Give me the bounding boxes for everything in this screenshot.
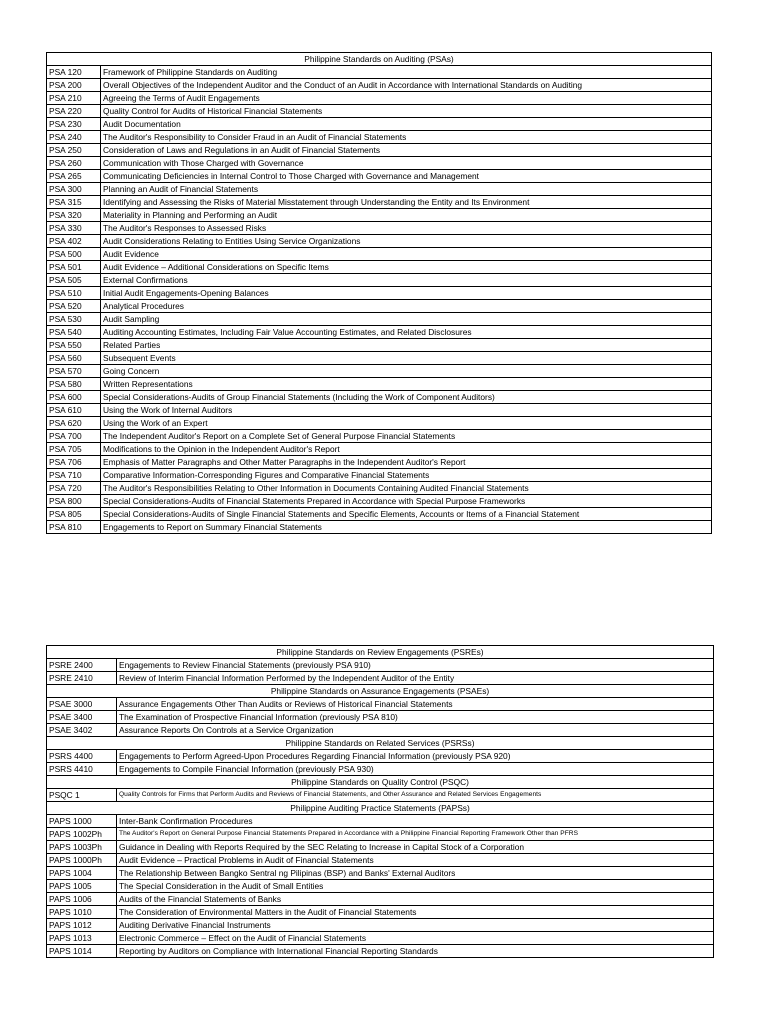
- standard-title: External Confirmations: [101, 274, 712, 287]
- standard-title: The Special Consideration in the Audit of Small Entities: [117, 880, 714, 893]
- standard-code: PSA 580: [47, 378, 101, 391]
- standard-title: Communicating Deficiencies in Internal Control to Those Charged with Governance and Management: [101, 170, 712, 183]
- standard-code: PSA 510: [47, 287, 101, 300]
- standard-title: The Examination of Prospective Financial Information (previously PSA 810): [117, 711, 714, 724]
- table-row: [47, 235, 712, 248]
- standard-title: Comparative Information-Corresponding Figures and Comparative Financial Statements: [101, 469, 712, 482]
- table-row: [47, 893, 714, 906]
- standard-code: PSA 805: [47, 508, 101, 521]
- standard-title: Special Considerations-Audits of Financial Statements Prepared in Accordance with Special Purpose Frameworks: [101, 495, 712, 508]
- table-row: [47, 841, 714, 854]
- standard-code: PSA 250: [47, 144, 101, 157]
- table-row: [47, 932, 714, 945]
- standard-title: Electronic Commerce – Effect on the Audit of Financial Statements: [117, 932, 714, 945]
- table-row: [47, 261, 712, 274]
- table-row: [47, 222, 712, 235]
- standard-code: PSA 570: [47, 365, 101, 378]
- standard-code: PSAE 3400: [47, 711, 117, 724]
- standard-code: PSRS 4400: [47, 750, 117, 763]
- standard-code: PSA 315: [47, 196, 101, 209]
- table-heading-row: [47, 53, 712, 66]
- standard-code: PSRS 4410: [47, 763, 117, 776]
- standard-code: PSA 705: [47, 443, 101, 456]
- standard-title: Quality Controls for Firms that Perform Audits and Reviews of Financial Statements, and Other Assurance and Related Services Engagements: [117, 789, 714, 802]
- table-row: [47, 919, 714, 932]
- standard-title: Modifications to the Opinion in the Independent Auditor's Report: [101, 443, 712, 456]
- table-row: [47, 469, 712, 482]
- table-row: [47, 672, 714, 685]
- standard-title: Audit Evidence – Practical Problems in Audit of Financial Statements: [117, 854, 714, 867]
- standard-title: Auditing Accounting Estimates, Including Fair Value Accounting Estimates, and Related Disclosures: [101, 326, 712, 339]
- standard-code: PSA 210: [47, 92, 101, 105]
- standard-title: Assurance Reports On Controls at a Service Organization: [117, 724, 714, 737]
- standard-code: PAPS 1000Ph: [47, 854, 117, 867]
- standard-title: Audit Evidence: [101, 248, 712, 261]
- standard-title: The Independent Auditor's Report on a Complete Set of General Purpose Financial Statements: [101, 430, 712, 443]
- standard-code: PAPS 1003Ph: [47, 841, 117, 854]
- standard-title: The Relationship Between Bangko Sentral ng Pilipinas (BSP) and Banks' External Auditors: [117, 867, 714, 880]
- section-heading-row: [47, 685, 714, 698]
- table-row: [47, 118, 712, 131]
- table-row: [47, 157, 712, 170]
- standard-title: Overall Objectives of the Independent Auditor and the Conduct of an Audit in Accordance with International Standards on Auditing: [101, 79, 712, 92]
- standard-title: Initial Audit Engagements-Opening Balances: [101, 287, 712, 300]
- standard-title: Engagements to Perform Agreed-Upon Procedures Regarding Financial Information (previously PSA 920): [117, 750, 714, 763]
- table-row: [47, 313, 712, 326]
- standard-title: Using the Work of an Expert: [101, 417, 712, 430]
- standard-title: Audits of the Financial Statements of Banks: [117, 893, 714, 906]
- standard-code: PSA 200: [47, 79, 101, 92]
- table-row: [47, 391, 712, 404]
- standard-code: PSA 120: [47, 66, 101, 79]
- table-row: [47, 66, 712, 79]
- standard-title: Engagements to Review Financial Statements (previously PSA 910): [117, 659, 714, 672]
- table-row: [47, 763, 714, 776]
- table-row: [47, 339, 712, 352]
- standard-code: PAPS 1010: [47, 906, 117, 919]
- table-row: [47, 170, 712, 183]
- table-row: [47, 521, 712, 534]
- standard-code: PSA 505: [47, 274, 101, 287]
- standard-title: Subsequent Events: [101, 352, 712, 365]
- table-row: [47, 828, 714, 841]
- standard-title: The Auditor's Responses to Assessed Risks: [101, 222, 712, 235]
- standard-code: PAPS 1002Ph: [47, 828, 117, 841]
- standard-title: Framework of Philippine Standards on Auditing: [101, 66, 712, 79]
- standard-code: PSQC 1: [47, 789, 117, 802]
- standard-title: Analytical Procedures: [101, 300, 712, 313]
- standard-code: PAPS 1005: [47, 880, 117, 893]
- table-row: [47, 430, 712, 443]
- standard-code: PSA 560: [47, 352, 101, 365]
- table-row: [47, 417, 712, 430]
- standard-code: PSA 240: [47, 131, 101, 144]
- standard-code: PSA 550: [47, 339, 101, 352]
- standard-code: PSA 402: [47, 235, 101, 248]
- standard-title: Review of Interim Financial Information Performed by the Independent Auditor of the Entity: [117, 672, 714, 685]
- standard-title: Communication with Those Charged with Governance: [101, 157, 712, 170]
- standard-code: PSA 500: [47, 248, 101, 261]
- standard-code: PSA 265: [47, 170, 101, 183]
- standard-code: PSA 600: [47, 391, 101, 404]
- standard-code: PAPS 1013: [47, 932, 117, 945]
- standard-code: PAPS 1012: [47, 919, 117, 932]
- section-heading-row: [47, 646, 714, 659]
- table-row: [47, 131, 712, 144]
- table-row: [47, 698, 714, 711]
- psa-table-title: Philippine Standards on Auditing (PSAs): [47, 53, 712, 66]
- standard-title: Audit Evidence – Additional Considerations on Specific Items: [101, 261, 712, 274]
- standard-title: Emphasis of Matter Paragraphs and Other Matter Paragraphs in the Independent Auditor's Report: [101, 456, 712, 469]
- standard-title: Audit Sampling: [101, 313, 712, 326]
- table-row: [47, 105, 712, 118]
- standard-code: PSAE 3402: [47, 724, 117, 737]
- standard-code: PSA 230: [47, 118, 101, 131]
- standard-code: PSA 610: [47, 404, 101, 417]
- standard-code: PSA 300: [47, 183, 101, 196]
- standard-title: Guidance in Dealing with Reports Required by the SEC Relating to Increase in Capital Stock of a Corporation: [117, 841, 714, 854]
- section-heading: Philippine Standards on Review Engagements (PSREs): [47, 646, 714, 659]
- standard-code: PSA 810: [47, 521, 101, 534]
- table-row: [47, 326, 712, 339]
- standard-title: Planning an Audit of Financial Statements: [101, 183, 712, 196]
- table-row: [47, 867, 714, 880]
- table-row: [47, 196, 712, 209]
- standard-code: PSRE 2410: [47, 672, 117, 685]
- standard-title: Inter-Bank Confirmation Procedures: [117, 815, 714, 828]
- table-row: [47, 724, 714, 737]
- table-row: [47, 183, 712, 196]
- table-row: [47, 79, 712, 92]
- standard-code: PSA 330: [47, 222, 101, 235]
- table-row: [47, 854, 714, 867]
- section-heading: Philippine Standards on Related Services (PSRSs): [47, 737, 714, 750]
- section-heading-row: [47, 802, 714, 815]
- psa-table: [46, 52, 712, 534]
- standard-title: The Auditor's Responsibilities Relating to Other Information in Documents Containing Audited Financial Statements: [101, 482, 712, 495]
- standard-code: PSA 520: [47, 300, 101, 313]
- table-row: [47, 209, 712, 222]
- table-row: [47, 750, 714, 763]
- standard-code: PAPS 1014: [47, 945, 117, 958]
- standard-code: PSA 710: [47, 469, 101, 482]
- table-row: [47, 880, 714, 893]
- standard-code: PSA 620: [47, 417, 101, 430]
- table-row: [47, 495, 712, 508]
- standard-code: PAPS 1004: [47, 867, 117, 880]
- standard-title: The Consideration of Environmental Matters in the Audit of Financial Statements: [117, 906, 714, 919]
- standard-title: Going Concern: [101, 365, 712, 378]
- table-row: [47, 352, 712, 365]
- standard-title: Identifying and Assessing the Risks of Material Misstatement through Understanding the Entity and Its Environment: [101, 196, 712, 209]
- table-row: [47, 287, 712, 300]
- standard-title: Related Parties: [101, 339, 712, 352]
- standard-code: PSA 220: [47, 105, 101, 118]
- standard-title: Audit Documentation: [101, 118, 712, 131]
- standard-title: Audit Considerations Relating to Entities Using Service Organizations: [101, 235, 712, 248]
- table-row: [47, 945, 714, 958]
- table-row: [47, 378, 712, 391]
- standard-code: PSA 540: [47, 326, 101, 339]
- standard-title: Special Considerations-Audits of Group Financial Statements (Including the Work of Component Auditors): [101, 391, 712, 404]
- standard-title: Using the Work of Internal Auditors: [101, 404, 712, 417]
- table-row: [47, 906, 714, 919]
- table-row: [47, 482, 712, 495]
- table-row: [47, 711, 714, 724]
- table-row: [47, 248, 712, 261]
- standard-code: PSA 700: [47, 430, 101, 443]
- standard-code: PSA 530: [47, 313, 101, 326]
- standard-code: PSRE 2400: [47, 659, 117, 672]
- review-standards-table: [46, 645, 714, 958]
- standard-code: PSA 720: [47, 482, 101, 495]
- table-row: [47, 659, 714, 672]
- table-row: [47, 404, 712, 417]
- standard-title: Quality Control for Audits of Historical Financial Statements: [101, 105, 712, 118]
- table-row: [47, 144, 712, 157]
- table-row: [47, 456, 712, 469]
- section-heading: Philippine Standards on Assurance Engagements (PSAEs): [47, 685, 714, 698]
- standard-title: Agreeing the Terms of Audit Engagements: [101, 92, 712, 105]
- standard-title: Engagements to Report on Summary Financial Statements: [101, 521, 712, 534]
- table-row: [47, 274, 712, 287]
- standard-code: PAPS 1000: [47, 815, 117, 828]
- standard-title: Consideration of Laws and Regulations in an Audit of Financial Statements: [101, 144, 712, 157]
- standard-code: PSA 800: [47, 495, 101, 508]
- standard-title: The Auditor's Responsibility to Consider Fraud in an Audit of Financial Statements: [101, 131, 712, 144]
- table-row: [47, 365, 712, 378]
- standard-code: PSA 260: [47, 157, 101, 170]
- section-heading-row: [47, 776, 714, 789]
- standard-title: Assurance Engagements Other Than Audits or Reviews of Historical Financial Statements: [117, 698, 714, 711]
- section-heading-row: [47, 737, 714, 750]
- standard-title: Special Considerations-Audits of Single Financial Statements and Specific Elements, Accounts or Items of a Financial Statement: [101, 508, 712, 521]
- section-heading: Philippine Auditing Practice Statements (PAPSs): [47, 802, 714, 815]
- standard-code: PSA 501: [47, 261, 101, 274]
- table-row: [47, 300, 712, 313]
- standard-title: Written Representations: [101, 378, 712, 391]
- standard-title: Engagements to Compile Financial Information (previously PSA 930): [117, 763, 714, 776]
- standard-code: PSA 320: [47, 209, 101, 222]
- table-row: [47, 789, 714, 802]
- table-row: [47, 508, 712, 521]
- standard-title: Materiality in Planning and Performing an Audit: [101, 209, 712, 222]
- table-row: [47, 815, 714, 828]
- section-heading: Philippine Standards on Quality Control (PSQC): [47, 776, 714, 789]
- standard-code: PSAE 3000: [47, 698, 117, 711]
- standard-title: Reporting by Auditors on Compliance with International Financial Reporting Standards: [117, 945, 714, 958]
- standard-title: Auditing Derivative Financial Instruments: [117, 919, 714, 932]
- table-row: [47, 443, 712, 456]
- standard-code: PSA 706: [47, 456, 101, 469]
- standard-title: The Auditor's Report on General Purpose Financial Statements Prepared in Accordance with a Philippine Financial Reporting Framework Other than PFRS: [117, 828, 714, 841]
- table-row: [47, 92, 712, 105]
- standard-code: PAPS 1006: [47, 893, 117, 906]
